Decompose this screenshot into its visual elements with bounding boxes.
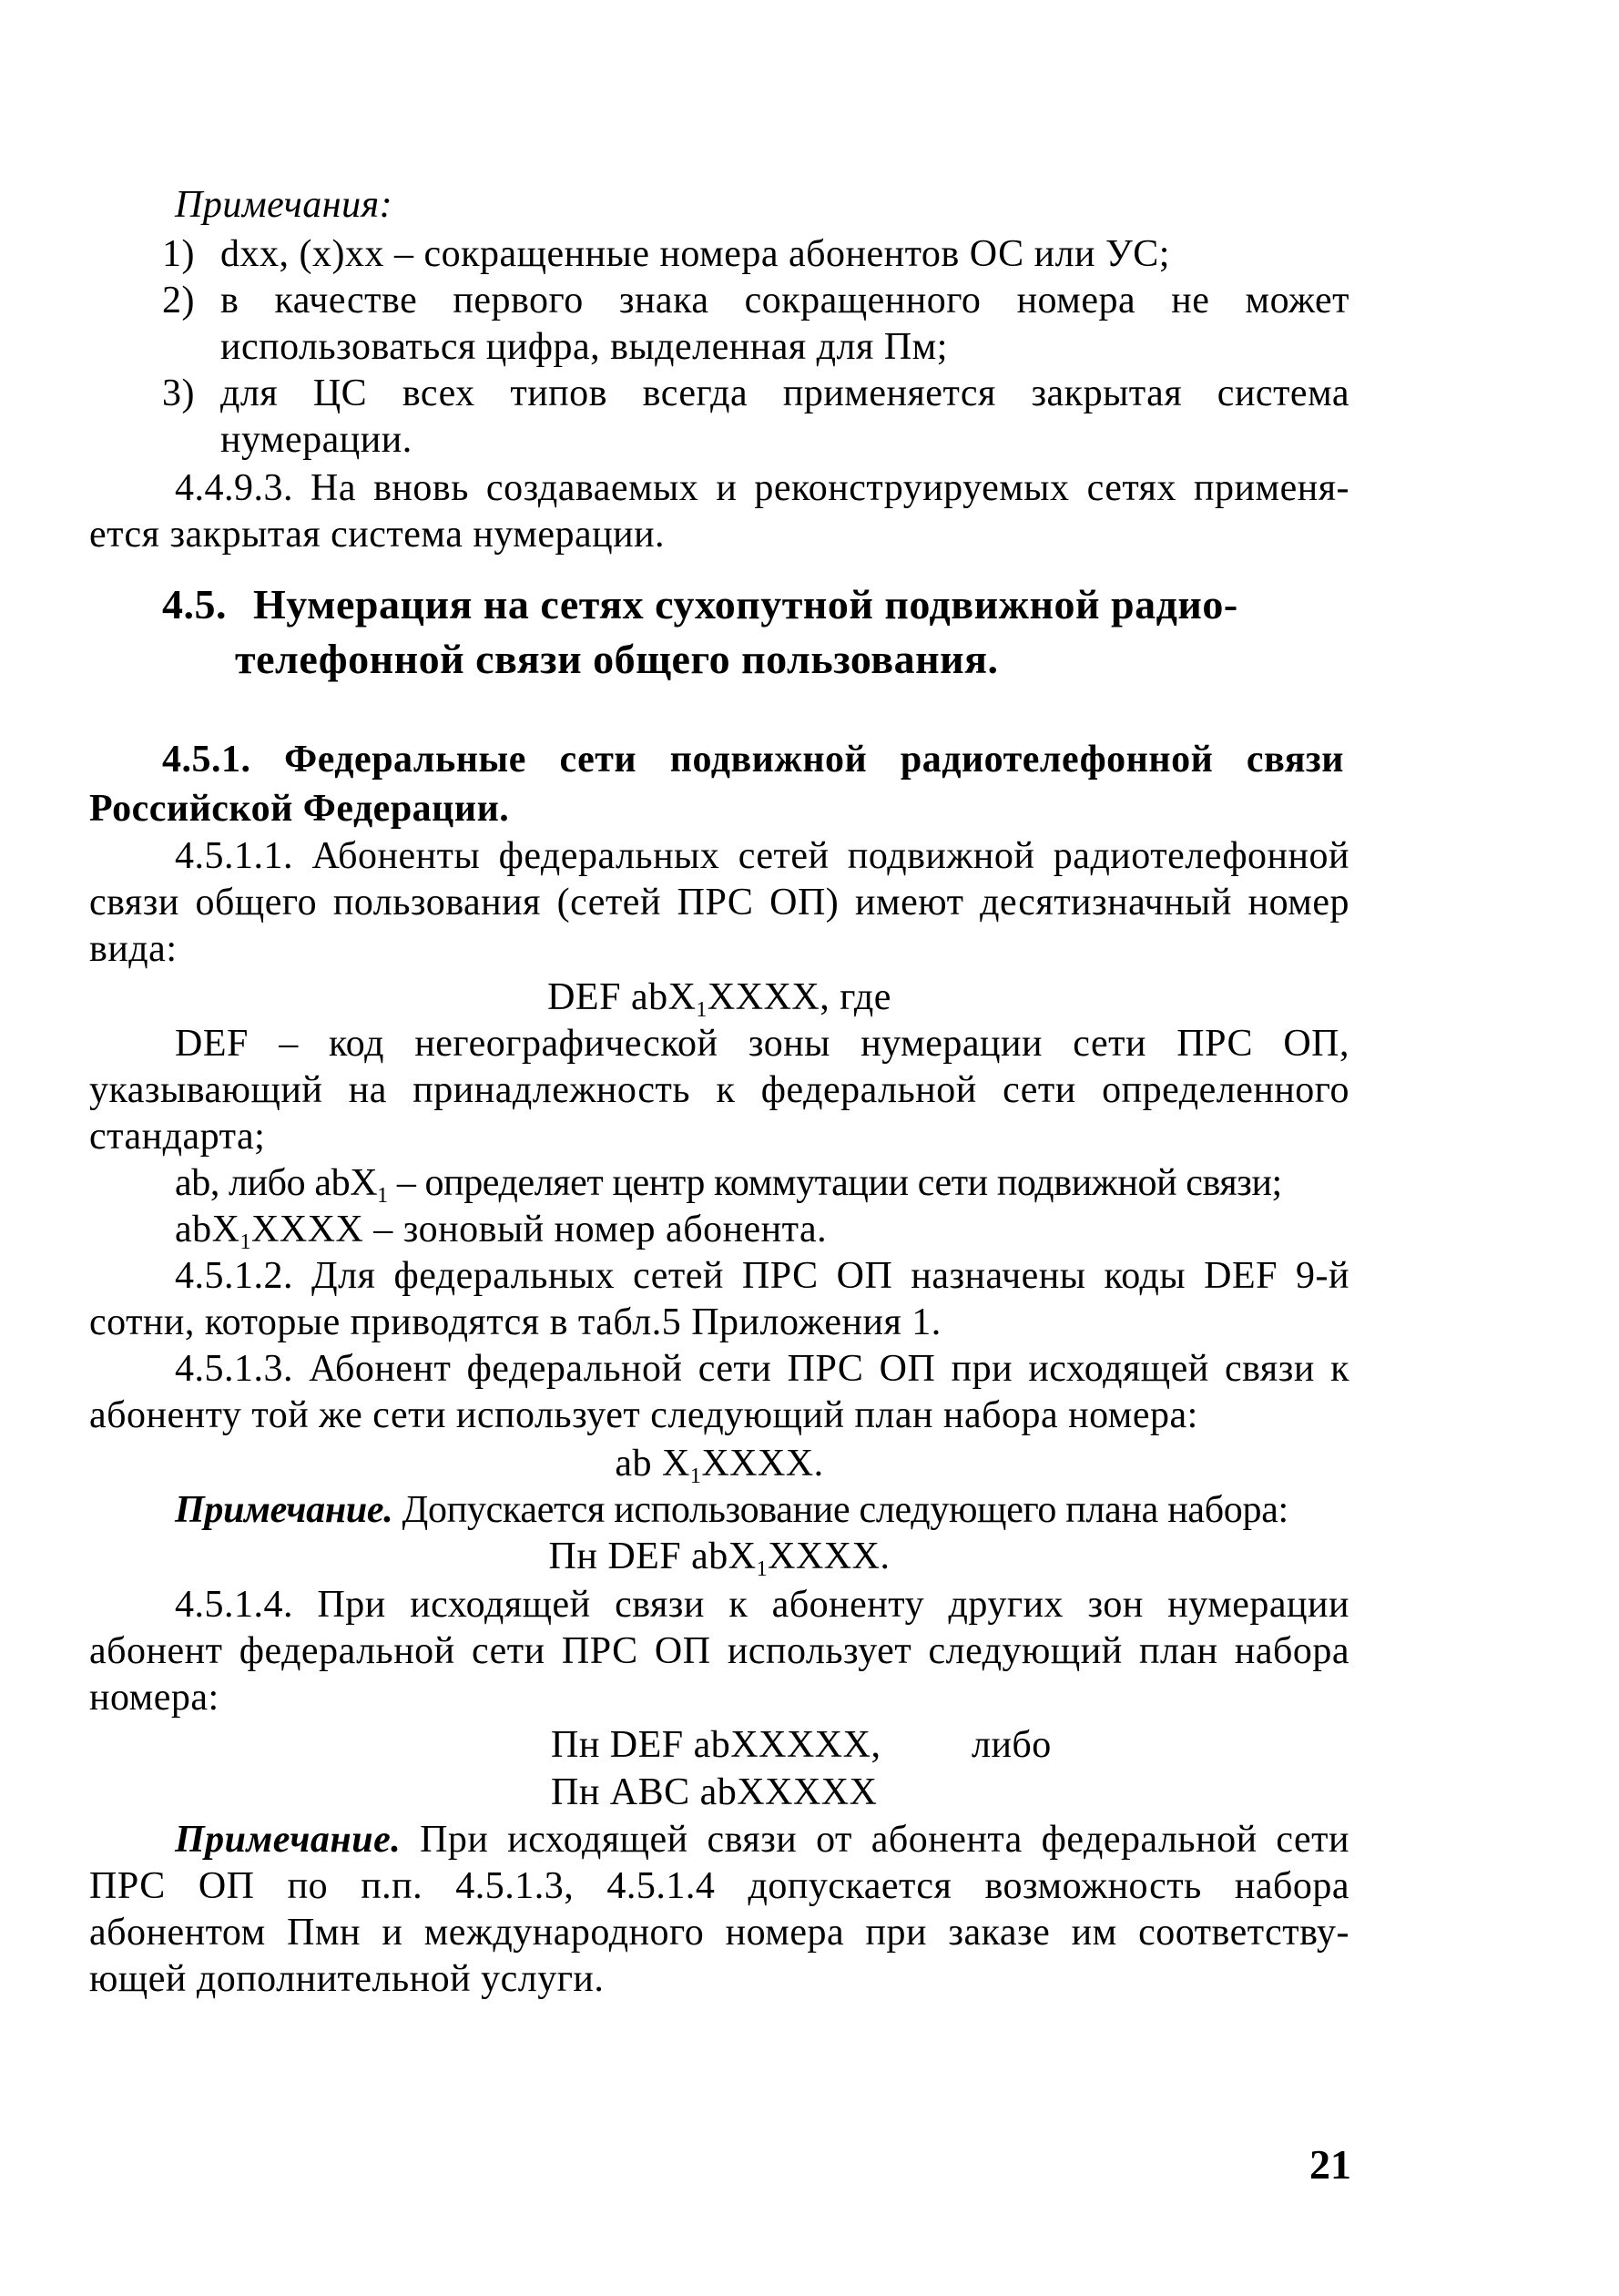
note-item-text: нумерации. <box>220 419 412 461</box>
paragraph-line: 4.5.1.4. При исходящей связи к абоненту других зон нумерации <box>175 1584 1349 1626</box>
paragraph-line: ется закрытая система нумерации. <box>89 514 666 556</box>
note-item-text: для ЦС всех типов всегда применяется закрытая система <box>220 372 1349 414</box>
paragraph-line: 4.5.1.2. Для федеральных сетей ПРС ОП назначены коды DEF 9-й <box>175 1255 1349 1297</box>
note-item-number: 1) <box>162 233 195 275</box>
definition-line: стандарта; <box>89 1116 266 1158</box>
note-item-number: 3) <box>162 372 195 414</box>
note-item-text: dxx, (x)xx – сокращенные номера абонентов ОС или УС; <box>220 233 1170 275</box>
formula: Пн ABC abXXXXX <box>551 1771 878 1813</box>
note-line: ющей дополнительной услуги. <box>89 1958 605 2000</box>
paragraph-line: сотни, которые приводятся в табл.5 Приложения 1. <box>89 1301 942 1343</box>
paragraph-line: 4.5.1.3. Абонент федеральной сети ПРС ОП при исходящей связи к <box>175 1348 1349 1390</box>
note-line: ПРС ОП по п.п. 4.5.1.3, 4.5.1.4 допускается возможность набора <box>89 1865 1349 1907</box>
formula: Пн DEF abXXXXX, <box>551 1724 881 1766</box>
paragraph-line: вида: <box>89 928 178 970</box>
paragraph-line: номера: <box>89 1677 219 1719</box>
paragraph-line: связи общего пользования (сетей ПРС ОП) имеют десятизначный номер <box>89 882 1349 924</box>
definition-line: указывающий на принадлежность к федеральной сети определенного <box>89 1069 1349 1111</box>
definition-line: abX$_1$XXXX – зоновый номер абонента. <box>175 1209 828 1254</box>
formula: Пн DEF abX$_1$XXXX. <box>548 1536 891 1581</box>
definition-line: DEF – код негеографической зоны нумерации сети ПРС ОП, <box>175 1023 1349 1065</box>
formula: DEF abX$_1$XXXX, где <box>547 976 891 1022</box>
section-number: 4.5. <box>162 581 227 628</box>
note-line: Примечание. Допускается использование следующего плана набора: <box>175 1489 1288 1531</box>
definition-line: ab, либо abX$_1$ – определяет центр коммутации сети подвижной связи; <box>175 1162 1282 1208</box>
paragraph-line: абонент федеральной сети ПРС ОП использует следующий план набора <box>89 1630 1349 1672</box>
note-line: абонентом Пмн и международного номера при заказе им соответству- <box>89 1912 1349 1954</box>
paragraph-line: 4.4.9.3. На вновь создаваемых и реконструируемых сетях применя- <box>175 467 1349 509</box>
note-label: Примечание. <box>175 1819 402 1861</box>
subsection-heading: 4.5.1. Федеральные сети подвижной радиотелефонной связи <box>162 739 1344 781</box>
paragraph-line: 4.5.1.1. Абоненты федеральных сетей подвижной радиотелефонной <box>175 835 1349 877</box>
notes-heading: Примечания: <box>175 184 393 226</box>
paragraph-line: абоненту той же сети использует следующий план набора номера: <box>89 1394 1198 1436</box>
page-number: 21 <box>1309 2141 1351 2188</box>
note-item-number: 2) <box>162 280 195 321</box>
section-heading: Нумерация на сетях сухопутной подвижной радио- <box>253 581 1238 628</box>
subsection-heading: Российской Федерации. <box>89 788 510 830</box>
section-heading: телефонной связи общего пользования. <box>235 636 999 682</box>
note-line: Примечание. При исходящей связи от абонента федеральной сети <box>175 1819 1349 1861</box>
formula-suffix: либо <box>972 1724 1052 1766</box>
note-item-text: в качестве первого знака сокращенного номера не может <box>220 280 1349 321</box>
note-label: Примечание. <box>175 1489 393 1531</box>
formula: ab $X_1XXXX$. <box>615 1443 824 1488</box>
note-item-text: использоваться цифра, выделенная для Пм; <box>220 326 948 368</box>
